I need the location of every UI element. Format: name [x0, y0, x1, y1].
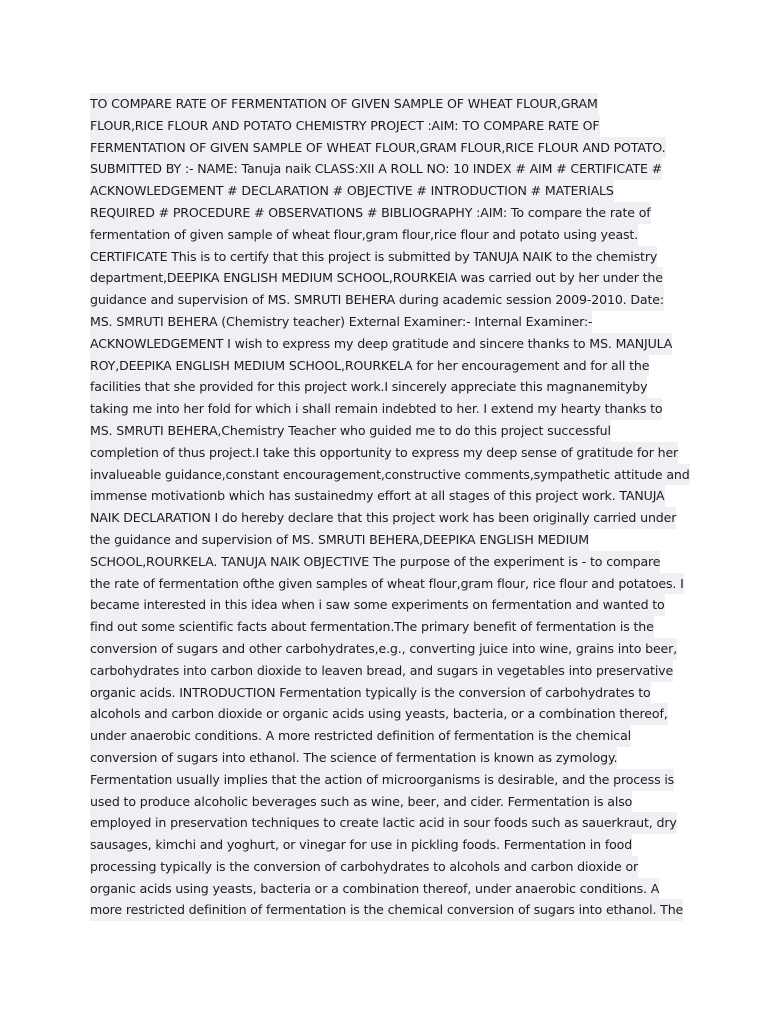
text-line: ROY,DEEPIKA ENGLISH MEDIUM SCHOOL,ROURKELA for her encouragement and for all the	[90, 355, 649, 377]
text-line: MS. SMRUTI BEHERA (Chemistry teacher) External Examiner:- Internal Examiner:-	[90, 311, 592, 333]
text-line: TO COMPARE RATE OF FERMENTATION OF GIVEN SAMPLE OF WHEAT FLOUR,GRAM	[90, 93, 598, 115]
text-line: organic acids. INTRODUCTION Fermentation typically is the conversion of carbohydrates to	[90, 682, 651, 704]
text-line: conversion of sugars and other carbohydrates,e.g., converting juice into wine, grains into beer,	[90, 638, 677, 660]
text-line: ACKNOWLEDGEMENT I wish to express my deep gratitude and sincere thanks to MS. MANJULA	[90, 333, 672, 355]
text-line: completion of thus project.I take this opportunity to express my deep sense of gratitude for her	[90, 442, 678, 464]
text-line: Fermentation usually implies that the action of microorganisms is desirable, and the process is	[90, 769, 674, 791]
text-line: guidance and supervision of MS. SMRUTI BEHERA during academic session 2009-2010. Date:	[90, 289, 664, 311]
text-line: the rate of fermentation ofthe given samples of wheat flour,gram flour, rice flour and potatoes. I	[90, 573, 684, 595]
text-line: FERMENTATION OF GIVEN SAMPLE OF WHEAT FLOUR,GRAM FLOUR,RICE FLOUR AND POTATO.	[90, 137, 666, 159]
text-line: processing typically is the conversion of carbohydrates to alcohols and carbon dioxide or	[90, 856, 638, 878]
text-line: became interested in this idea when i saw some experiments on fermentation and wanted to	[90, 594, 665, 616]
text-line: find out some scientific facts about fermentation.The primary benefit of fermentation is the	[90, 616, 654, 638]
text-line: fermentation of given sample of wheat flour,gram flour,rice flour and potato using yeast.	[90, 224, 638, 246]
text-line: CERTIFICATE This is to certify that this project is submitted by TANUJA NAIK to the chemistry	[90, 246, 657, 268]
text-line: more restricted definition of fermentation is the chemical conversion of sugars into ethanol. The	[90, 899, 683, 921]
text-line: used to produce alcoholic beverages such as wine, beer, and cider. Fermentation is also	[90, 791, 632, 813]
text-line: REQUIRED # PROCEDURE # OBSERVATIONS # BIBLIOGRAPHY :AIM: To compare the rate of	[90, 202, 651, 224]
document-text	[90, 93, 690, 921]
text-line: facilities that she provided for this project work.I sincerely appreciate this magnanemityby	[90, 376, 647, 398]
text-line: department,DEEPIKA ENGLISH MEDIUM SCHOOL,ROURKEIA was carried out by her under the	[90, 267, 663, 289]
text-line: sausages, kimchi and yoghurt, or vinegar for use in pickling foods. Fermentation in food	[90, 834, 632, 856]
text-line: MS. SMRUTI BEHERA,Chemistry Teacher who guided me to do this project successful	[90, 420, 611, 442]
text-line: employed in preservation techniques to create lactic acid in sour foods such as sauerkraut, dry	[90, 812, 677, 834]
text-line: SUBMITTED BY :- NAME: Tanuja naik CLASS:XII A ROLL NO: 10 INDEX # AIM # CERTIFICATE #	[90, 158, 662, 180]
text-line: SCHOOL,ROURKELA. TANUJA NAIK OBJECTIVE The purpose of the experiment is - to compare	[90, 551, 660, 573]
text-line: carbohydrates into carbon dioxide to leaven bread, and sugars in vegetables into preservative	[90, 660, 673, 682]
text-line: under anaerobic conditions. A more restricted definition of fermentation is the chemical	[90, 725, 631, 747]
text-line: ACKNOWLEDGEMENT # DECLARATION # OBJECTIVE # INTRODUCTION # MATERIALS	[90, 180, 614, 202]
text-line: alcohols and carbon dioxide or organic acids using yeasts, bacteria, or a combination thereof,	[90, 703, 668, 725]
text-line: the guidance and supervision of MS. SMRUTI BEHERA,DEEPIKA ENGLISH MEDIUM	[90, 529, 589, 551]
text-line: NAIK DECLARATION I do hereby declare that this project work has been originally carried under	[90, 507, 676, 529]
text-line: invalueable guidance,constant encouragement,constructive comments,sympathetic attitude and	[90, 464, 690, 486]
text-line: conversion of sugars into ethanol. The science of fermentation is known as zymology.	[90, 747, 617, 769]
text-line: organic acids using yeasts, bacteria or a combination thereof, under anaerobic conditions. A	[90, 878, 659, 900]
text-line: immense motivationb which has sustainedmy effort at all stages of this project work. TANUJA	[90, 485, 665, 507]
text-line: FLOUR,RICE FLOUR AND POTATO CHEMISTRY PROJECT :AIM: TO COMPARE RATE OF	[90, 115, 600, 137]
text-line: taking me into her fold for which i shall remain indebted to her. I extend my hearty thanks to	[90, 398, 662, 420]
